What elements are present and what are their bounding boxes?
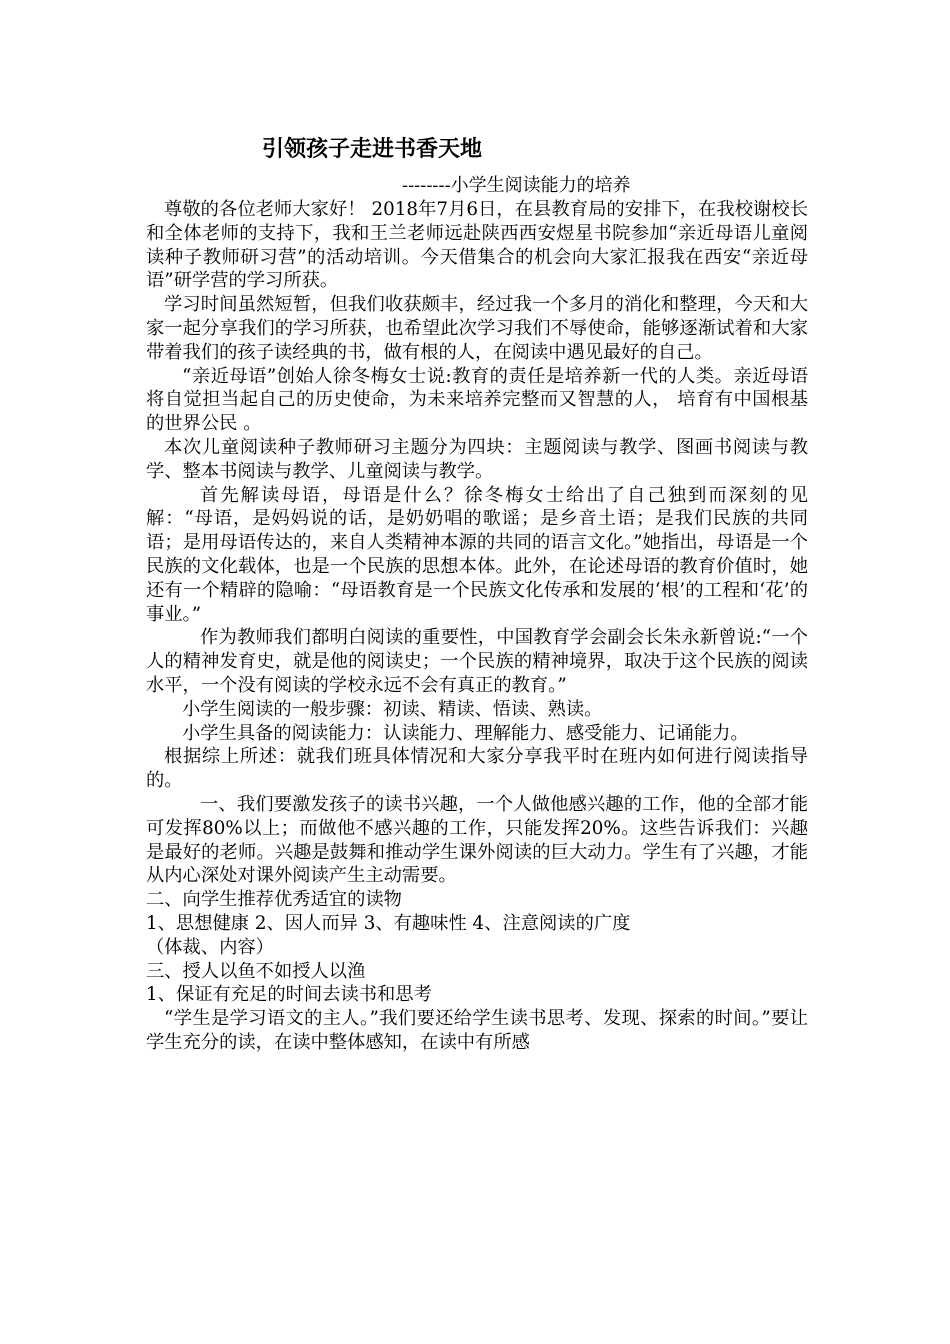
paragraph-reading-abilities: 小学生具备的阅读能力：认读能力、理解能力、感受能力、记诵能力。: [182, 722, 749, 744]
heading-point-two: 二、向学生推荐优秀适宜的读物: [146, 889, 402, 911]
paragraph-founder-quote: “亲近母语”创始人徐冬梅女士说:教育的责任是培养新一代的人类。亲近母语将自觉担当起自己的历史使命，为未来培养完整而又智慧的人， 培育有中国根基的世界公民 。: [146, 365, 808, 435]
document-body: [146, 198, 808, 1055]
subheading-reading-time: 1、保证有充足的时间去读书和思考: [146, 984, 432, 1006]
document-subtitle: --------小学生阅读能力的培养: [402, 175, 631, 196]
document-title: 引领孩子走进书香天地: [262, 136, 483, 162]
heading-point-three: 三、授人以鱼不如授人以渔: [146, 960, 366, 982]
list-reading-criteria: 1、思想健康 2、因人而异 3、有趣味性 4、注意阅读的广度: [146, 912, 631, 934]
list-reading-criteria-note: （体裁、内容）: [146, 936, 274, 958]
paragraph-reading-importance: 作为教师我们都明白阅读的重要性，中国教育学会副会长朱永新曾说:“一个人的精神发育史，就是他的阅读史；一个民族的精神境界，取决于这个民族的阅读水平，一个没有阅读的学校永远不会有真正的教育。”: [146, 627, 808, 696]
paragraph-learning-summary: 学习时间虽然短暂，但我们收获颇丰，经过我一个多月的消化和整理，今天和大家一起分享我们的学习所获，也希望此次学习我们不辱使命，能够逐渐试着和大家带着我们的孩子读经典的书，做有根的人，在阅读中遇见最好的自己。: [146, 294, 808, 363]
paragraph-point-one: 一、我们要激发孩子的读书兴趣，一个人做他感兴趣的工作，他的全部才能可发挥80%以上；而做他不感兴趣的工作，只能发挥20%。这些告诉我们：兴趣是最好的老师。兴趣是鼓舞和推动学生课外阅读的巨大动力。学生有了兴趣，才能从内心深处对课外阅读产生主动需要。: [146, 793, 808, 887]
paragraph-greeting: 尊敬的各位老师大家好！ 2018年7月6日，在县教育局的安排下，在我校谢校长和全体老师的支持下，我和王兰老师远赴陕西西安煜星书院参加“亲近母语儿童阅读种子教师研习营”的活动培训。今天借集合的机会向大家汇报我在西安“亲近母语”研学营的学习所获。: [146, 199, 808, 292]
paragraph-research-topics: 本次儿童阅读种子教师研习主题分为四块：主题阅读与教学、图画书阅读与教学、整本书阅读与教学、儿童阅读与教学。: [146, 436, 808, 482]
paragraph-student-master: “学生是学习语文的主人。”我们要还给学生读书思考、发现、探索的时间。”要让学生充分的读，在读中整体感知，在读中有所感: [146, 1008, 808, 1053]
paragraph-summary: 根据综上所述：就我们班具体情况和大家分享我平时在班内如何进行阅读指导的。: [146, 746, 808, 792]
paragraph-mother-tongue: 首先解读母语，母语是什么？徐冬梅女士给出了自己独到而深刻的见解：“母语，是妈妈说的话，是奶奶唱的歌谣；是乡音土语；是我们民族的共同语；是用母语传达的，来自人类精神本源的共同的语言文化。”她指出，母语是一个民族的文化载体，也是一个民族的思想本体。此外，在论述母语的教育价值时，她还有一个精辟的隐喻：“母语教育是一个民族文化传承和发展的‘根’的工程和‘花’的事业。”: [146, 484, 808, 625]
paragraph-reading-steps: 小学生阅读的一般步骤：初读、精读、悟读、熟读。: [182, 698, 603, 720]
